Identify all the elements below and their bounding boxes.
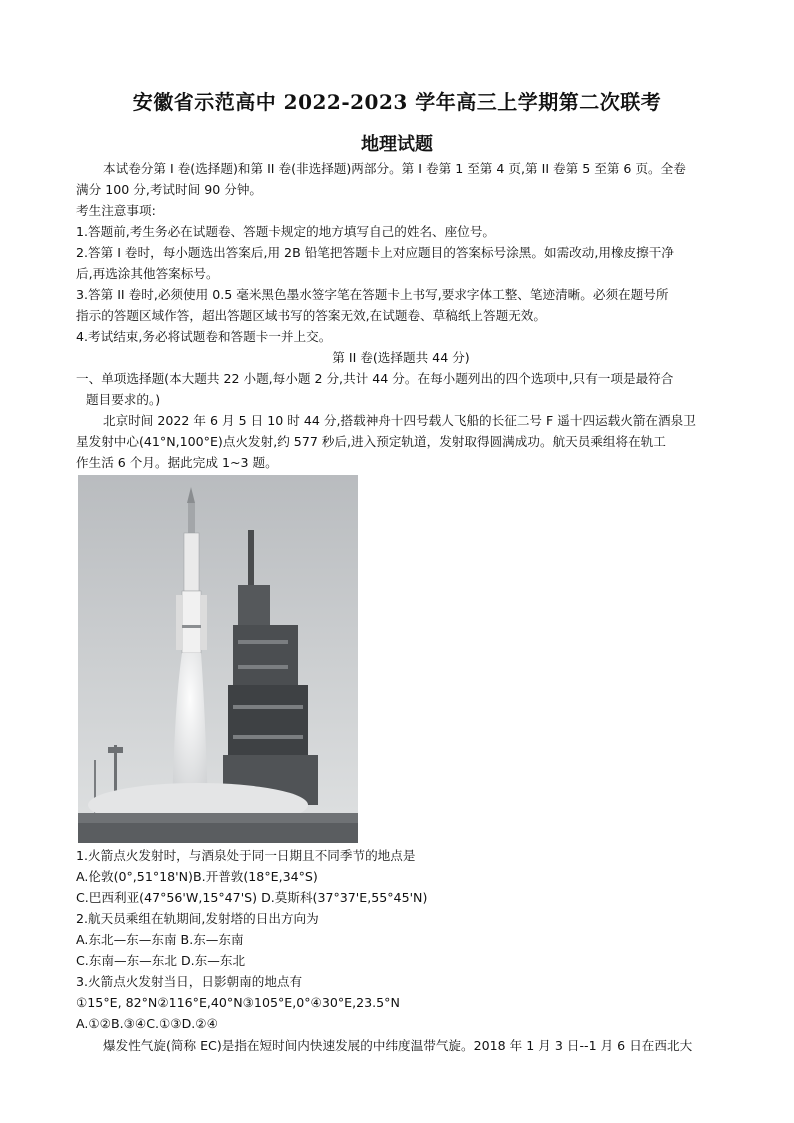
passage-line-2: 星发射中心(41°N,100°E)点火发射,约 577 秒后,进入预定轨道，发射取得圆满成功。航天员乘组将在轨工	[76, 434, 666, 449]
intro-line-2: 满分 100 分,考试时间 90 分钟。	[76, 182, 263, 197]
passage-line-3: 作生活 6 个月。据此完成 1~3 题。	[76, 455, 278, 470]
part-instructions-a: 一、单项选择题(本大题共 22 小题,每小题 2 分,共计 44 分。在每小题列出的四个选项中,只有一项是最符合	[76, 371, 674, 386]
notes-heading: 考生注意事项:	[76, 203, 156, 218]
question-1: 1.火箭点火发射时，与酒泉处于同一日期且不同季节的地点是	[76, 848, 416, 863]
question-3-items: ①15°E, 82°N②116°E,40°N③105°E,0°④30°E,23.5°N	[76, 995, 400, 1010]
exam-subtitle: 地理试题	[361, 134, 433, 155]
question-1-options-cd: C.巴西利亚(47°56'W,15°47'S) D.莫斯科(37°37'E,55°45'N)	[76, 890, 428, 905]
question-3: 3.火箭点火发射当日，日影朝南的地点有	[76, 974, 303, 989]
intro-line-1: 本试卷分第 I 卷(选择题)和第 II 卷(非选择题)两部分。第 I 卷第 1 至第 4 页,第 II 卷第 5 至第 6 页。全卷	[103, 161, 686, 176]
question-2: 2.航天员乘组在轨期间,发射塔的日出方向为	[76, 911, 319, 926]
section-heading: 第 II 卷(选择题共 44 分)	[332, 350, 470, 365]
note-2a: 2.答第 I 卷时，每小题选出答案后,用 2B 铅笔把答题卡上对应题目的答案标号涂黑。如需改动,用橡皮擦干净	[76, 245, 674, 260]
passage-line-1: 北京时间 2022 年 6 月 5 日 10 时 44 分,搭载神舟十四号载人飞船的长征二号 F 遥十四运载火箭在酒泉卫	[103, 413, 696, 428]
note-3a: 3.答第 II 卷时,必须使用 0.5 毫米黑色墨水签字笔在答题卡上书写,要求字体工整、笔迹清晰。必须在题号所	[76, 287, 669, 302]
note-1: 1.答题前,考生务必在试题卷、答题卡规定的地方填写自己的姓名、座位号。	[76, 224, 496, 239]
question-1-options-ab: A.伦敦(0°,51°18'N)B.开普敦(18°E,34°S)	[76, 869, 318, 884]
exam-title: 安徽省示范高中 2022-2023 学年高三上学期第二次联考	[132, 90, 662, 114]
rocket-launch-photo	[78, 475, 358, 843]
part-instructions-b: 题目要求的。)	[86, 392, 161, 407]
note-2b: 后,再选涂其他答案标号。	[76, 266, 219, 281]
question-2-options-cd: C.东南—东—东北 D.东—东北	[76, 953, 246, 968]
question-3-options: A.①②B.③④C.①③D.②④	[76, 1016, 218, 1031]
note-4: 4.考试结束,务必将试题卷和答题卡一并上交。	[76, 329, 332, 344]
question-2-options-ab: A.东北—东—东南 B.东—东南	[76, 932, 244, 947]
rocket-launch-illustration	[78, 475, 358, 843]
next-passage-line-1: 爆发性气旋(简称 EC)是指在短时间内快速发展的中纬度温带气旋。2018 年 1 月 3 日--1 月 6 日在西北大	[103, 1038, 693, 1053]
note-3b: 指示的答题区域作答，超出答题区域书写的答案无效,在试题卷、草稿纸上答题无效。	[76, 308, 546, 323]
